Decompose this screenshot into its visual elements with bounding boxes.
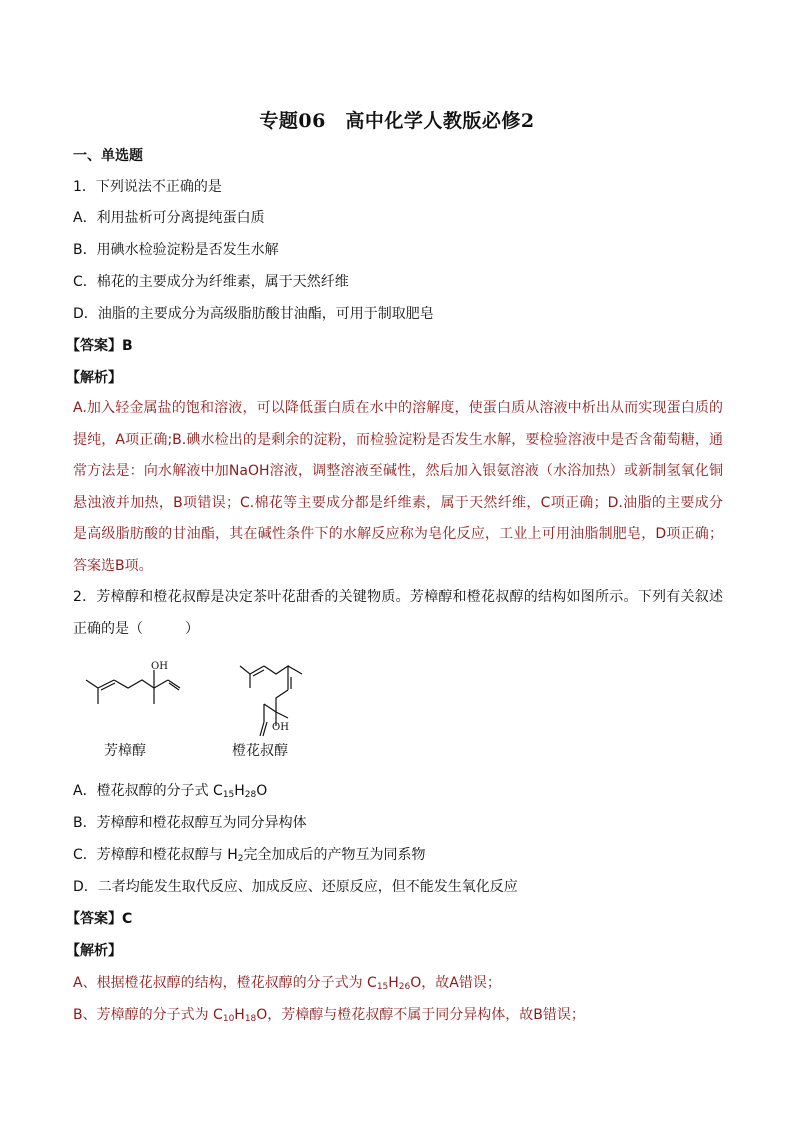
linalool-oh-label: OH [151, 661, 168, 672]
q2-option-b: B．芳樟醇和橙花叔醇互为同分异构体 [73, 815, 307, 831]
q2-analysis-b: B、芳樟醇的分子式为 $C_{10}H_{18}O$，芳樟醇与橙花叔醇不属于同分异构体，故B错误； [73, 1007, 585, 1024]
q1-option-c: C．棉花的主要成分为纤维素，属于天然纤维 [73, 274, 349, 290]
nerolidol-structure [232, 660, 322, 740]
q1-answer: 【答案】B [66, 338, 133, 354]
q2-option-d: D．二者均能发生取代反应、加成反应、还原反应，但不能发生氧化反应 [73, 879, 518, 895]
page-title: 专题06 高中化学人教版必修2 [259, 110, 535, 132]
q1-analysis-tag: 【解析】 [66, 370, 122, 386]
section-heading: 一、单选题 [73, 148, 143, 164]
q2-analysis-tag: 【解析】 [66, 943, 122, 959]
q2-option-c: C．芳樟醇和橙花叔醇与 $H_2$完全加成后的产物互为同系物 [73, 847, 426, 864]
linalool-label: 芳樟醇 [104, 743, 146, 759]
q1-option-d: D．油脂的主要成分为高级脂肪酸甘油酯，可用于制取肥皂 [73, 306, 434, 322]
q1-stem: 1．下列说法不正确的是 [73, 179, 222, 195]
nerolidol-label: 橙花叔醇 [232, 743, 288, 759]
q2-stem: 2．芳樟醇和橙花叔醇是决定茶叶花甜香的关键物质。芳樟醇和橙花叔醇的结构如图所示。下列有关叙述正确的是（ ） [73, 589, 723, 637]
q1-analysis-text: A.加入轻金属盐的饱和溶液，可以降低蛋白质在水中的溶解度，使蛋白质从溶液中析出从而实现蛋白质的提纯，A项正确;B.碘水检出的是剩余的淀粉，而检验淀粉是否发生水解，要检验溶液中是否含葡萄糖，通常方法是：向水解液中加NaOH溶液，调整溶液至碱性，然后加入银氨溶液（水浴加热）或新制氢氧化铜悬浊液并加热，B项错误；C.棉花等主要成分都是纤维素，属于天然纤维，C项正确；D.油脂的主要成分是高级脂肪酸的甘油酯，其在碱性条件下的水解反应称为皂化反应，工业上可用油脂制肥皂，D项正确；答案选B项。 [73, 400, 723, 574]
q2-analysis-a: A、根据橙花叔醇的结构，橙花叔醇的分子式为 $C_{15}H_{26}O$，故A错误； [73, 975, 501, 992]
q1-option-b: B．用碘水检验淀粉是否发生水解 [73, 242, 279, 258]
q2-option-a: A．橙花叔醇的分子式 $C_{15}H_{28}O$ [73, 783, 268, 800]
q2-answer: 【答案】C [66, 911, 133, 927]
q1-option-a: A．利用盐析可分离提纯蛋白质 [73, 210, 265, 226]
linalool-structure [80, 660, 190, 720]
nerolidol-oh-label: OH [272, 722, 289, 733]
